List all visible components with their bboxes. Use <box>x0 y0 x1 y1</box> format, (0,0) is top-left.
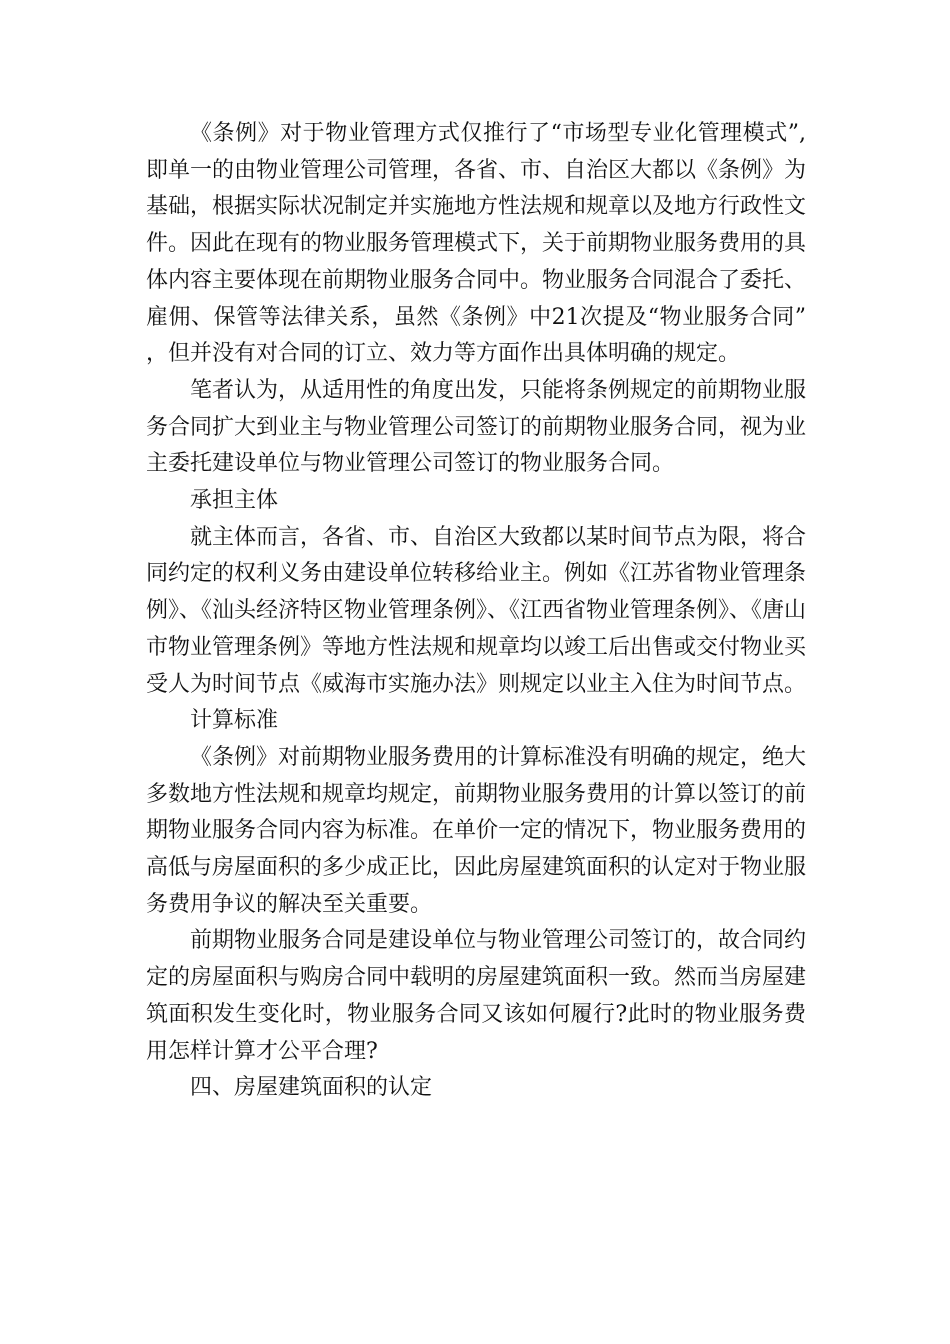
section-heading-calculation-standard: 计算标准 <box>190 708 279 734</box>
paragraph-author-view: 笔者认为，从适用性的角度出发，只能将条例规定的前期物业服务合同扩大到业主与物业管理公司签订的前期物业服务合同，视为业主委托建设单位与物业管理公司签订的物业服务合同。 <box>146 377 807 477</box>
paragraph-regulation-management-mode: 《条例》对于物业管理方式仅推行了“市场型专业化管理模式”,即单一的由物业管理公司管理，各省、市、自治区大都以《条例》为基础，根据实际状况制定并实施地方性法规和规章以及地方行政性文件。因此在现有的物业服务管理模式下，关于前期物业服务费用的具体内容主要体现在前期物业服务合同中。物业服务合同混合了委托、雇佣、保管等法律关系，虽然《条例》中21次提及“物业服务合同”，但并没有对合同的订立、效力等方面作出具体明确的规定。 <box>146 121 807 367</box>
document-body <box>146 116 806 1107</box>
paragraph-calculation-standard: 《条例》对前期物业服务费用的计算标准没有明确的规定，绝大多数地方性法规和规章均规定，前期物业服务费用的计算以签订的前期物业服务合同内容为标准。在单价一定的情况下，物业服务费用的高低与房屋面积的多少成正比，因此房屋建筑面积的认定对于物业服务费用争议的解决至关重要。 <box>146 744 807 917</box>
paragraph-responsible-party: 就主体而言，各省、市、自治区大致都以某时间节点为限，将合同约定的权利义务由建设单位转移给业主。例如《江苏省物业管理条例》、《汕头经济特区物业管理条例》、《江西省物业管理条例》、《唐山市物业管理条例》等地方性法规和规章均以竣工后出售或交付物业买受人为时间节点《威海市实施办法》则规定以业主入住为时间节点。 <box>146 524 807 697</box>
paragraph-area-change: 前期物业服务合同是建设单位与物业管理公司签订的，故合同约定的房屋面积与购房合同中载明的房屋建筑面积一致。然而当房屋建筑面积发生变化时，物业服务合同又该如何履行?此时的物业服务费用怎样计算才公平合理? <box>146 928 807 1064</box>
section-heading-building-area: 四、房屋建筑面积的认定 <box>190 1075 433 1101</box>
section-heading-responsible-party: 承担主体 <box>190 488 279 514</box>
